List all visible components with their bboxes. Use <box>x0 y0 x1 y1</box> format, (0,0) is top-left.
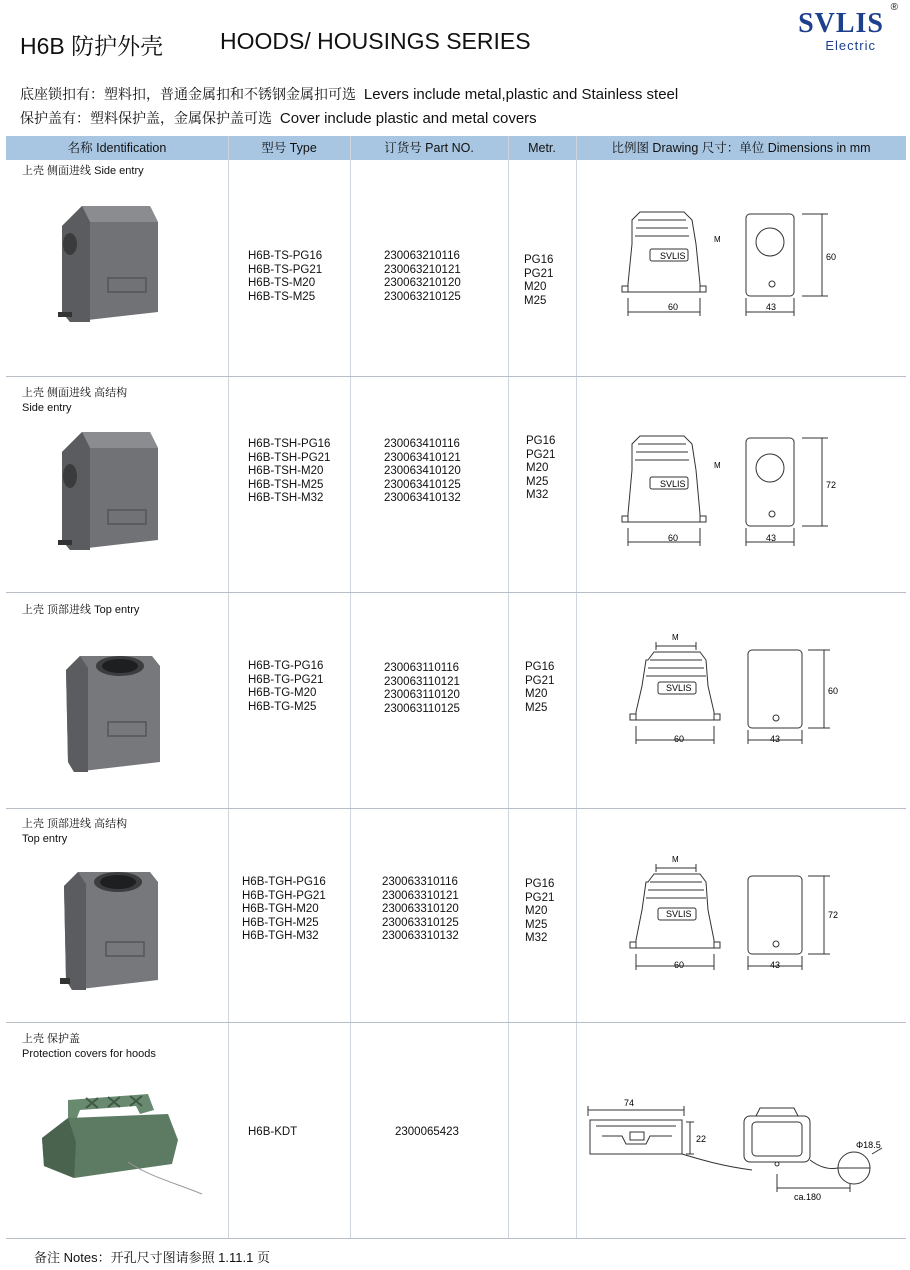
housing-top-entry-high-photo <box>58 866 168 996</box>
footer-note: 备注 Notes：开孔尺寸图请参照 1.11.1 页 <box>34 1250 270 1265</box>
housing-side-entry-high-photo <box>56 426 168 558</box>
drawing-side-entry <box>596 206 896 326</box>
dim-height: 60 <box>828 686 839 696</box>
row-divider <box>6 1022 906 1023</box>
part-no-list: 230063110116 230063110121 230063110120 230063110125 <box>384 662 460 715</box>
dim-ring: Φ18.5 <box>856 1140 881 1150</box>
grid-line <box>508 136 509 1238</box>
brand-logo <box>798 4 898 54</box>
grid-line <box>350 136 351 1238</box>
dim-width: 74 <box>624 1098 635 1108</box>
type-list: H6B-TS-PG16 H6B-TS-PG21 H6B-TS-M20 H6B-TS-M25 <box>248 250 323 303</box>
dim-gland: M <box>672 633 679 642</box>
drawing-label: SVLIS <box>660 251 686 261</box>
col-metr: Metr. <box>528 141 556 155</box>
brand-subtitle: Electric <box>825 38 876 53</box>
ident-line1: 上壳 顶部进线 Top entry <box>22 604 140 616</box>
dim-width: 60 <box>668 302 679 312</box>
registered-mark: ® <box>890 2 898 13</box>
dim-gland: M <box>714 235 721 244</box>
part-no-list: 230063210116 230063210121 230063210120 230063210125 <box>384 250 461 303</box>
ident-line1: 上壳 保护盖 <box>22 1033 81 1045</box>
page-title-cn: H6B 防护外壳 <box>20 33 164 59</box>
metr-list: PG16 PG21 M20 M25 <box>525 661 555 714</box>
dim-height: 72 <box>826 480 837 490</box>
dim-cable: ca.180 <box>794 1192 822 1202</box>
dim-gland: M <box>672 855 679 864</box>
row-divider <box>6 376 906 377</box>
type-list: H6B-KDT <box>248 1126 298 1138</box>
drawing-top-entry <box>596 630 896 750</box>
part-no-list: 230063410116 230063410121 230063410120 230063410125 230063410132 <box>384 438 461 504</box>
row-identification <box>22 1032 156 1062</box>
type-list: H6B-TGH-PG16 H6B-TGH-PG21 H6B-TGH-M20 H6B-TGH-M25 H6B-TGH-M32 <box>242 876 326 942</box>
intro-covers-cn: 保护盖有：塑料保护盖，金属保护盖可选 <box>20 110 272 126</box>
table-bottom-line <box>6 1238 906 1239</box>
page-title-en: HOODS/ HOUSINGS SERIES <box>220 28 531 54</box>
protection-cover-photo <box>28 1080 208 1200</box>
dim-depth: 43 <box>770 960 781 970</box>
metr-list: PG16 PG21 M20 M25 M32 <box>525 878 555 944</box>
row-divider <box>6 592 906 593</box>
ident-line1: 上壳 顶部进线 高结构 <box>22 818 128 830</box>
grid-line <box>576 136 577 1238</box>
dim-height: 72 <box>828 910 839 920</box>
dim-gland: M <box>714 461 721 470</box>
drawing-label: SVLIS <box>660 479 686 489</box>
intro-levers-en: Levers include metal,plastic and Stainless steel <box>363 86 679 103</box>
metr-list: PG16 PG21 M20 M25 <box>524 254 554 307</box>
intro-covers-en: Cover include plastic and metal covers <box>279 110 537 127</box>
part-no-list: 230063310116 230063310121 230063310120 230063310125 230063310132 <box>382 876 459 942</box>
ident-line2: Protection covers for hoods <box>22 1048 156 1060</box>
dim-width: 60 <box>668 533 679 543</box>
metr-list: PG16 PG21 M20 M25 M32 <box>526 435 556 501</box>
drawing-protection-cover <box>582 1092 902 1204</box>
col-type: 型号 Type <box>261 141 317 155</box>
row-divider <box>6 808 906 809</box>
table-header <box>6 136 906 160</box>
drawing-top-entry-high <box>596 852 896 976</box>
drawing-label: SVLIS <box>666 683 692 693</box>
brand-name: SVLIS <box>798 8 884 39</box>
drawing-side-entry-high <box>596 430 896 554</box>
drawing-label: SVLIS <box>666 909 692 919</box>
grid-line <box>228 136 229 1238</box>
intro-levers <box>20 84 678 104</box>
ident-line2: Top entry <box>22 833 68 845</box>
dim-depth: 43 <box>766 302 777 312</box>
ident-line1: 上壳 侧面进线 Side entry <box>22 165 144 177</box>
row-identification <box>22 164 144 179</box>
dim-width: 60 <box>674 960 685 970</box>
row-identification <box>22 817 127 847</box>
housing-side-entry-photo <box>56 200 168 330</box>
row-identification <box>22 386 127 416</box>
dim-width: 60 <box>674 734 685 744</box>
housing-top-entry-photo <box>60 650 168 776</box>
ident-line1: 上壳 侧面进线 高结构 <box>22 387 128 399</box>
col-part-no: 订货号 Part NO. <box>384 141 474 155</box>
type-list: H6B-TSH-PG16 H6B-TSH-PG21 H6B-TSH-M20 H6B-TSH-M25 H6B-TSH-M32 <box>248 438 331 504</box>
dim-depth: 43 <box>766 533 777 543</box>
dim-height: 60 <box>826 252 837 262</box>
intro-covers <box>20 108 537 128</box>
intro-levers-cn: 底座锁扣有：塑料扣，普通金属扣和不锈钢金属扣可选 <box>20 86 356 102</box>
dim-height: 22 <box>696 1134 707 1144</box>
type-list: H6B-TG-PG16 H6B-TG-PG21 H6B-TG-M20 H6B-TG-M25 <box>248 660 324 713</box>
col-drawing: 比例图 Drawing 尺寸：单位 Dimensions in mm <box>611 141 871 155</box>
part-no-list: 2300065423 <box>395 1126 459 1138</box>
row-identification <box>22 603 139 618</box>
dim-depth: 43 <box>770 734 781 744</box>
col-identification: 名称 Identification <box>67 141 167 155</box>
ident-line2: Side entry <box>22 402 72 414</box>
